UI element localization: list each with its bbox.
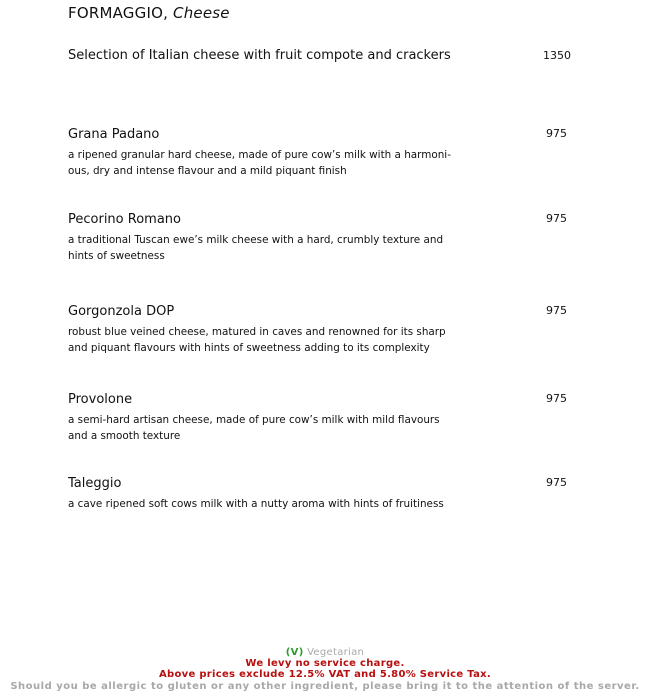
allergy-note: Should you be allergic to gluten or any other ingredient, please bring it to the attention of the server.	[10, 681, 640, 692]
item-description-line: and a smooth texture	[68, 430, 181, 442]
service-charge-note: We levy no service charge.	[245, 658, 405, 669]
menu-item-gorgonzola-dop	[68, 304, 588, 356]
menu-item-pecorino-romano	[68, 212, 588, 264]
item-name: Pecorino Romano	[68, 212, 181, 227]
vegetarian-label: Vegetarian	[307, 647, 365, 658]
item-description	[68, 412, 518, 444]
item-description-line: and piquant flavours with hints of sweetness adding to its complexity	[68, 342, 430, 354]
item-description-line: a ripened granular hard cheese, made of pure cow’s milk with a harmoni-	[68, 149, 451, 161]
item-description	[68, 147, 518, 179]
item-name: Provolone	[68, 392, 133, 407]
item-description-line: ous, dry and intense flavour and a mild piquant finish	[68, 165, 347, 177]
item-description	[68, 324, 518, 356]
item-description-line: a cave ripened soft cows milk with a nutty aroma with hints of fruitiness	[68, 498, 444, 510]
item-name: Taleggio	[68, 476, 122, 491]
intro-name: Selection of Italian cheese with fruit compote and crackers	[68, 48, 451, 63]
section-heading	[68, 4, 230, 22]
item-price: 975	[546, 212, 567, 225]
item-description	[68, 496, 518, 512]
item-name: Gorgonzola DOP	[68, 304, 175, 319]
tax-note: Above prices exclude 12.5% VAT and 5.80% Service Tax.	[158, 669, 491, 680]
vegetarian-mark: (V)	[285, 647, 304, 658]
intro-line	[68, 48, 628, 63]
section-title: FORMAGGIO,	[68, 4, 169, 22]
item-description-line: robust blue veined cheese, matured in caves and renowned for its sharp	[68, 326, 446, 338]
intro-price: 1350	[543, 49, 571, 62]
item-price: 975	[546, 476, 567, 489]
menu-item-taleggio	[68, 476, 588, 512]
section-subtitle: Cheese	[173, 4, 230, 22]
item-name: Grana Padano	[68, 127, 160, 142]
item-description	[68, 232, 518, 264]
menu-item-provolone	[68, 392, 588, 444]
item-description-line: a semi-hard artisan cheese, made of pure cow’s milk with mild flavours	[68, 414, 440, 426]
item-price: 975	[546, 392, 567, 405]
menu-item-grana-padano	[68, 127, 588, 179]
item-price: 975	[546, 304, 567, 317]
item-description-line: a traditional Tuscan ewe’s milk cheese with a hard, crumbly texture and	[68, 234, 444, 246]
item-price: 975	[546, 127, 567, 140]
vegetarian-legend	[0, 647, 650, 658]
item-description-line: hints of sweetness	[68, 250, 165, 262]
